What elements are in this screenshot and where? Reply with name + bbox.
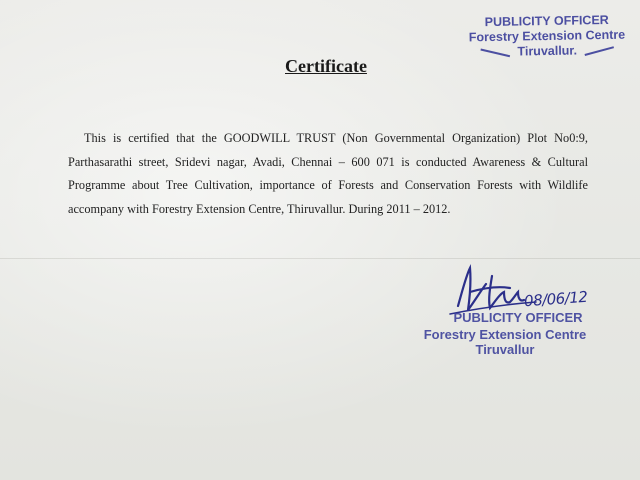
certificate-title: Certificate xyxy=(285,56,367,76)
stamp-dash-left xyxy=(480,48,510,57)
stamp-top xyxy=(452,12,640,60)
stamp-top-place-row xyxy=(452,42,640,60)
stamp-top-title: PUBLICITY OFFICER xyxy=(484,12,609,30)
paper-fold-line xyxy=(0,258,640,259)
signature-date: 08/06/12 xyxy=(523,287,588,311)
stamp-bottom-office: Forestry Extension Centre xyxy=(423,326,587,342)
certificate-body-text: This is certified that the GOODWILL TRUST (Non Governmental Organization) Plot No0:9, Parthasarathi street, Sridevi nagar, Avadi, Chennai – 600 071 is conducted Awareness & Cultural Programme about Tree Cultivation, importance of Forests and Conservation Forests with Wildlife accompany with Forestry Extension Centre, Thiruvallur. During 2011 – 2012. xyxy=(68,131,588,216)
stamp-bottom-title: PUBLICITY OFFICER xyxy=(453,310,583,325)
stamp-top-place: Tiruvallur. xyxy=(517,43,578,59)
stamp-dash-right xyxy=(585,46,614,56)
stamp-bottom xyxy=(405,310,605,358)
stamp-bottom-place: Tiruvallur xyxy=(475,342,535,358)
stamp-top-office: Forestry Extension Centre xyxy=(468,27,626,45)
certificate-body xyxy=(68,127,588,221)
